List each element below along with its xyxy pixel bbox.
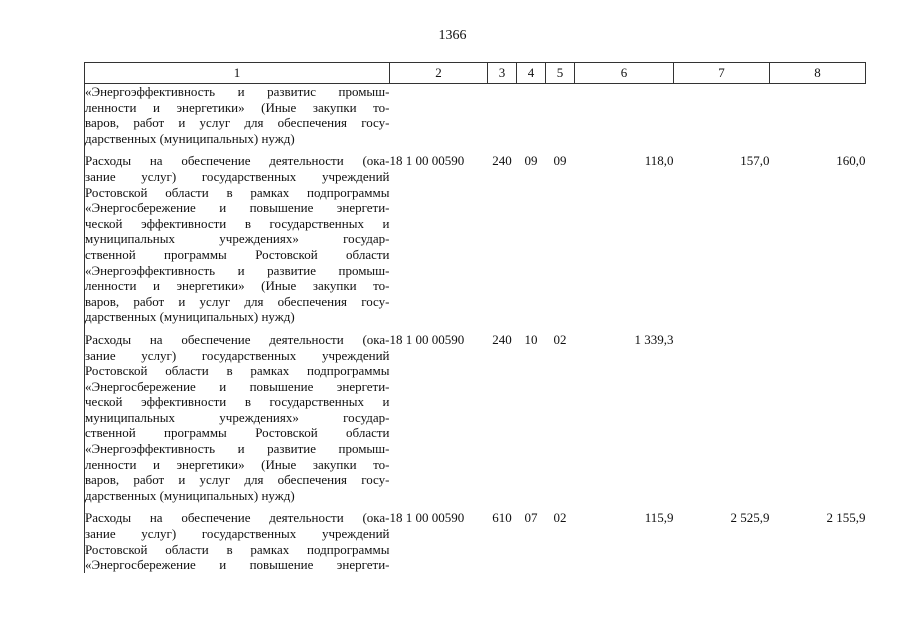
amount-col-7 bbox=[674, 332, 770, 504]
section-code: 09 bbox=[524, 153, 538, 169]
description-line: варов, работ и услуг для обеспечения госу- bbox=[85, 293, 390, 309]
description-line: варов, работ и услуг для обеспечения госу- bbox=[85, 472, 390, 488]
amount-col-8: 2 155,9 bbox=[826, 510, 866, 526]
amount-col-7: 157,0 bbox=[740, 153, 770, 169]
table-header bbox=[85, 63, 866, 84]
description-line: «Энергосбережение и повышение энергети- bbox=[85, 378, 390, 394]
row-spacer bbox=[85, 146, 866, 153]
description-line: Ростовской области в рамках подпрограммы bbox=[85, 184, 390, 200]
expense-type-code: 610 bbox=[492, 510, 512, 526]
description-line: ческой эффективности в государственных и bbox=[85, 215, 390, 231]
table-body bbox=[85, 84, 866, 573]
column-header-6: 6 bbox=[575, 63, 674, 84]
amount-col-6: 118,0 bbox=[644, 153, 674, 169]
description-line: ленности и энергетики» (Иные закупки то- bbox=[85, 278, 390, 294]
description-line: Расходы на обеспечение деятельности (ока- bbox=[85, 153, 390, 169]
amount-col-6: 1 339,3 bbox=[634, 331, 674, 347]
column-header-3: 3 bbox=[488, 63, 517, 84]
section-code: 07 bbox=[524, 510, 538, 526]
section-code bbox=[517, 84, 546, 147]
description-line: Расходы на обеспечение деятельности (ока- bbox=[85, 331, 390, 347]
description-line: варов, работ и услуг для обеспечения госу- bbox=[85, 115, 390, 131]
description-line: дарственных (муниципальных) нужд) bbox=[85, 309, 295, 325]
target-article-code: 18 1 00 00590 bbox=[389, 153, 465, 169]
description-line: «Энергоэффективность и развитие промыш- bbox=[85, 262, 390, 278]
description-line: муниципальных учреждениях» государ- bbox=[85, 409, 390, 425]
description-line: Ростовской области в рамках подпрограммы bbox=[85, 541, 390, 557]
amount-col-6 bbox=[575, 84, 674, 147]
row-spacer bbox=[85, 503, 866, 510]
description-line: Расходы на обеспечение деятельности (ока- bbox=[85, 510, 390, 526]
target-article-code bbox=[390, 84, 488, 147]
row-description bbox=[85, 510, 390, 572]
amount-col-7 bbox=[674, 84, 770, 147]
description-line: ленности и энергетики» (Иные закупки то- bbox=[85, 99, 390, 115]
description-line: ственной программы Ростовской области bbox=[85, 246, 390, 262]
row-description bbox=[85, 153, 390, 325]
expense-type-code: 240 bbox=[492, 153, 512, 169]
amount-col-7: 2 525,9 bbox=[730, 510, 770, 526]
column-header-4: 4 bbox=[517, 63, 546, 84]
amount-col-8 bbox=[770, 332, 866, 504]
amount-col-8 bbox=[770, 84, 866, 147]
description-line: зание услуг) государственных учреждений bbox=[85, 168, 390, 184]
row-description bbox=[85, 332, 390, 504]
target-article-code: 18 1 00 00590 bbox=[389, 331, 465, 347]
description-line: муниципальных учреждениях» государ- bbox=[85, 231, 390, 247]
table-row bbox=[85, 153, 866, 325]
table-row bbox=[85, 84, 866, 147]
table-row bbox=[85, 510, 866, 572]
subsection-code bbox=[546, 84, 575, 147]
budget-table bbox=[84, 62, 866, 573]
section-code: 10 bbox=[524, 331, 538, 347]
description-line: «Энергосбережение и повышение энергети- bbox=[85, 200, 390, 216]
expense-type-code bbox=[488, 84, 517, 147]
amount-col-6: 115,9 bbox=[644, 510, 674, 526]
description-line: Ростовской области в рамках подпрограммы bbox=[85, 363, 390, 379]
column-header-5: 5 bbox=[546, 63, 575, 84]
description-line: ческой эффективности в государственных и bbox=[85, 394, 390, 410]
column-header-7: 7 bbox=[674, 63, 770, 84]
subsection-code: 02 bbox=[553, 510, 567, 526]
table-row bbox=[85, 332, 866, 504]
description-line: ленности и энергетики» (Иные закупки то- bbox=[85, 456, 390, 472]
page-number: 1366 bbox=[438, 28, 467, 43]
header-row bbox=[85, 63, 866, 84]
row-description bbox=[85, 84, 390, 147]
description-line: зание услуг) государственных учреждений bbox=[85, 347, 390, 363]
description-line: ственной программы Ростовской области bbox=[85, 425, 390, 441]
description-line: дарственных (муниципальных) нужд) bbox=[85, 130, 295, 146]
description-line: «Энергоэффективность и развитие промыш- bbox=[85, 441, 390, 457]
target-article-code: 18 1 00 00590 bbox=[389, 510, 465, 526]
column-header-2: 2 bbox=[390, 63, 488, 84]
subsection-code: 02 bbox=[553, 331, 567, 347]
subsection-code: 09 bbox=[553, 153, 567, 169]
description-line: зание услуг) государственных учреждений bbox=[85, 526, 390, 542]
description-line: «Энергоэффективность и развитис промыш- bbox=[85, 84, 390, 99]
description-line: «Энергосбережение и повышение энергети- bbox=[85, 557, 390, 573]
column-header-8: 8 bbox=[770, 63, 866, 84]
row-spacer bbox=[85, 325, 866, 332]
amount-col-8: 160,0 bbox=[836, 153, 866, 169]
description-line: дарственных (муниципальных) нужд) bbox=[85, 487, 295, 503]
column-header-1: 1 bbox=[85, 63, 390, 84]
expense-type-code: 240 bbox=[492, 331, 512, 347]
